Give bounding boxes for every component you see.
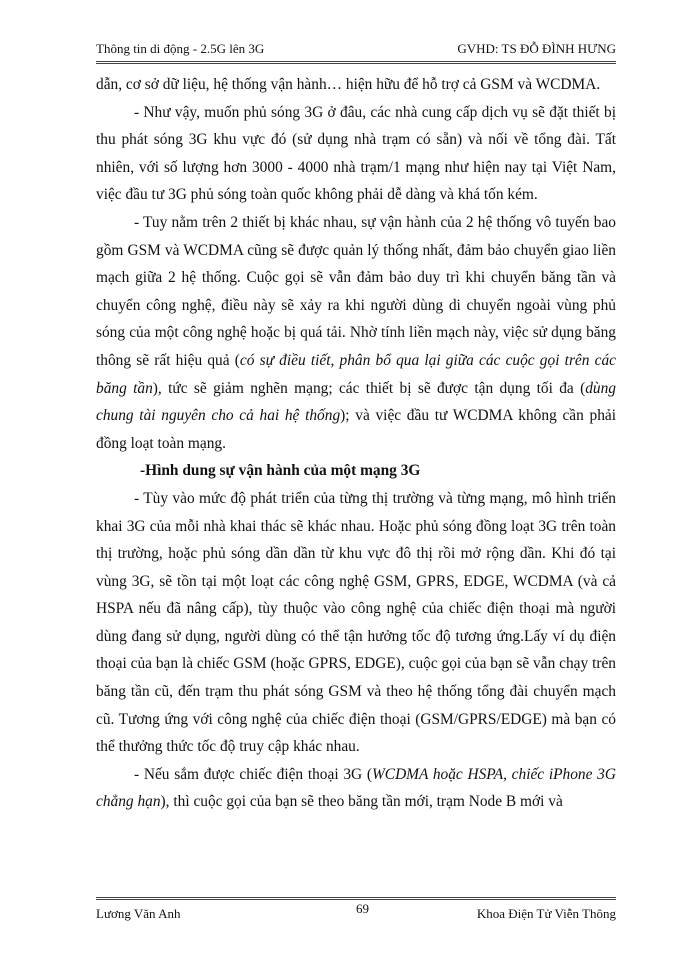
paragraph-continuation: dẫn, cơ sở dữ liệu, hệ thống vận hành… hiện hữu để hỗ trợ cả GSM và WCDMA. <box>96 76 601 93</box>
page-footer <box>96 897 616 921</box>
paragraph-italic-text: WCDMA hoặc HSPA, chiếc iPhone 3G chẳng hạn <box>96 765 616 811</box>
section-heading: -Hình dung sự vận hành của một mạng 3G <box>140 462 421 480</box>
page-header <box>96 41 616 63</box>
paragraph-3g-phone <box>96 761 616 816</box>
paragraph-italic-text: dùng chung tài nguyên cho cả hai hệ thống <box>96 379 616 425</box>
footer-department: Khoa Điện Tử Viễn Thông <box>476 906 616 921</box>
header-course-title: Thông tin di động - 2.5G lên 3G <box>96 41 265 56</box>
document-body <box>96 71 616 816</box>
paragraph-3g-coverage: - Như vậy, muốn phủ sóng 3G ở đâu, các nhà cung cấp dịch vụ sẽ đặt thiết bị thu phát sóng 3G khu vực đó (sử dụng nhà trạm có sẵn) và nối về tổng đài. Tất nhiên, với số lượng hơn 3000 - 4000 nhà trạm/1 mạng như hiện nay tại Việt Nam, việc đầu tư 3G phủ sóng toàn quốc không phải dễ dàng và khá tốn kém. <box>96 103 616 204</box>
paragraph-deployment-model: - Tùy vào mức độ phát triển của từng thị trường và từng mạng, mô hình triển khai 3G của mỗi nhà khai thác sẽ khác nhau. Hoặc phủ sóng đồng loạt 3G trên toàn thị trường, hoặc phủ sóng dần dần từ khu vực đô thị rồi mở rộng dần. Khi đó tại vùng 3G, sẽ tồn tại một loạt các công nghệ GSM, GPRS, EDGE, WCDMA (và cả HSPA nếu đã nâng cấp), tùy thuộc vào công nghệ của chiếc điện thoại mà người dùng đang sử dụng, người dùng có thể tận hưởng tốc độ tương ứng.Lấy ví dụ điện thoại của bạn là chiếc GSM (hoặc GPRS, EDGE), cuộc gọi của bạn sẽ vẫn chạy trên băng tần cũ, đến trạm thu phát sóng GSM và theo hệ thống tổng đài chuyển mạch cũ. Tương ứng với công nghệ của chiếc điện thoại (GSM/GPRS/EDGE) mà bạn có thể thưởng thức tốc độ truy cập khác nhau. <box>96 489 616 756</box>
paragraph-unified-management <box>96 209 616 457</box>
paragraph-text: - Tuy nằm trên 2 thiết bị khác nhau, sự vận hành của 2 hệ thống vô tuyến bao gồm GSM và WCDMA cũng sẽ được quản lý thống nhất, đảm bảo chuyển giao liền mạch giữa 2 hệ thống. Cuộc gọi sẽ vẫn đảm bảo duy trì khi chuyển băng tần và chuyển công nghệ, điều này sẽ xảy ra khi người dùng di chuyển ngoài vùng phủ sóng của một công nghệ hoặc bị quá tải. Nhờ tính liền mạch này, việc sử dụng băng thông sẽ rất hiệu quả ( <box>96 213 616 369</box>
paragraph-text: ), tức sẽ giảm nghẽn mạng; các thiết bị sẽ được tận dụng tối đa ( <box>152 379 586 397</box>
footer-author: Lương Văn Anh <box>96 906 181 921</box>
paragraph-text: - Nếu sắm được chiếc điện thoại 3G ( <box>134 765 372 783</box>
header-rule <box>96 61 616 64</box>
page-number: 69 <box>356 901 369 916</box>
footer-rule <box>96 897 616 900</box>
paragraph-text: ), thì cuộc gọi của bạn sẽ theo băng tần mới, trạm Node B mới và <box>160 793 563 811</box>
header-supervisor: GVHD: TS ĐỖ ĐÌNH HƯNG <box>457 41 616 56</box>
paragraph-italic-text: có sự điều tiết, phân bổ qua lại giữa các cuộc gọi trên các băng tần <box>96 351 616 397</box>
paragraph-text: ); và việc đầu tư WCDMA không cần phải đồng loạt toàn mạng. <box>96 407 616 452</box>
